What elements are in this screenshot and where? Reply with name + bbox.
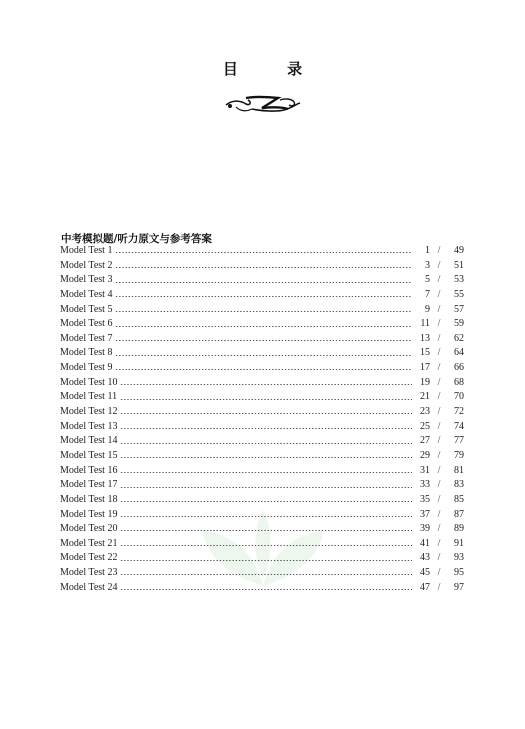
toc-row-pages [412,317,464,332]
toc-row[interactable] [60,244,464,259]
dot-leader [120,399,412,400]
test-page-number: 31 [420,464,430,476]
answer-page-number: 83 [454,479,464,491]
test-page-number: 17 [420,362,430,374]
answer-page-number: 68 [454,376,464,388]
answer-page-number: 97 [454,581,464,593]
toc-row-pages [412,405,464,420]
page-separator: / [437,288,441,300]
test-page-number: 45 [420,567,430,579]
answer-page-number: 64 [454,347,464,359]
toc-row-label: Model Test 24 [60,581,118,593]
page-separator: / [437,567,441,579]
toc-row-pages [412,478,464,493]
test-page-number: 21 [420,391,430,403]
page-separator: / [437,303,441,315]
test-page-number: 11 [420,318,430,330]
dot-leader [115,369,412,370]
dot-leader [120,472,412,473]
answer-page-number: 81 [454,464,464,476]
toc-row-pages [412,288,464,303]
page-separator: / [437,274,441,286]
page-separator: / [437,552,441,564]
dot-leader [120,589,412,590]
toc-row[interactable] [60,361,464,376]
test-page-number: 5 [425,274,430,286]
toc-row-pages [412,361,464,376]
answer-page-number: 85 [454,493,464,505]
answer-page-number: 70 [454,391,464,403]
toc-row[interactable] [60,493,464,508]
dot-leader [115,296,412,297]
dot-leader [120,516,412,517]
toc-row-pages [412,273,464,288]
toc-row[interactable] [60,332,464,347]
toc-row-label: Model Test 17 [60,479,118,491]
toc-row-label: Model Test 1 [60,245,113,256]
test-page-number: 47 [420,581,430,593]
toc-row[interactable] [60,420,464,435]
dot-leader [115,282,412,283]
answer-page-number: 89 [454,523,464,535]
answer-page-number: 51 [454,259,464,271]
toc-row[interactable] [60,508,464,523]
toc-row-label: Model Test 12 [60,406,118,418]
toc-row-label: Model Test 5 [60,303,113,315]
toc-row-pages [412,259,464,274]
test-page-number: 19 [420,376,430,388]
page-separator: / [437,581,441,593]
toc-row[interactable] [60,390,464,405]
toc-row[interactable] [60,259,464,274]
toc-row-pages [412,537,464,552]
ornament-divider-icon [222,92,304,116]
toc-row-label: Model Test 2 [60,259,113,271]
toc-row-label: Model Test 21 [60,537,118,549]
test-page-number: 25 [420,420,430,432]
dot-leader [120,413,412,414]
dot-leader [120,545,412,546]
toc-row-pages [412,508,464,523]
toc-row[interactable] [60,566,464,581]
answer-page-number: 59 [454,318,464,330]
toc-row-label: Model Test 13 [60,420,118,432]
test-page-number: 23 [420,406,430,418]
answer-page-number: 62 [454,332,464,344]
page-separator: / [437,420,441,432]
page-separator: / [437,406,441,418]
toc-row[interactable] [60,346,464,361]
toc-row[interactable] [60,522,464,537]
test-page-number: 1 [425,245,430,256]
toc-row-label: Model Test 4 [60,288,113,300]
dot-leader [115,355,412,356]
toc-row-pages [412,332,464,347]
toc-row-pages [412,420,464,435]
toc-row-label: Model Test 16 [60,464,118,476]
test-page-number: 43 [420,552,430,564]
toc-row-pages [412,346,464,361]
dot-leader [115,252,412,253]
toc-row-pages [412,493,464,508]
dot-leader [120,384,412,385]
page-separator: / [437,318,441,330]
toc-row-pages [412,551,464,566]
dot-leader [120,487,412,488]
toc-row[interactable] [60,581,464,596]
toc-row[interactable] [60,434,464,449]
dot-leader [120,530,412,531]
toc-row-label: Model Test 7 [60,332,113,344]
answer-page-number: 57 [454,303,464,315]
dot-leader [120,457,412,458]
answer-page-number: 53 [454,274,464,286]
page-separator: / [437,376,441,388]
toc-row-pages [412,464,464,479]
toc-row-label: Model Test 22 [60,552,118,564]
section-heading: 中考模拟题/听力原文与参考答案 [61,233,212,245]
answer-page-number: 87 [454,508,464,520]
toc-row-label: Model Test 3 [60,274,113,286]
test-page-number: 7 [425,288,430,300]
answer-page-number: 93 [454,552,464,564]
toc-row-pages [412,434,464,449]
toc-row-label: Model Test 6 [60,318,113,330]
test-page-number: 41 [420,537,430,549]
toc-row[interactable] [60,464,464,479]
page-separator: / [437,362,441,374]
answer-page-number: 55 [454,288,464,300]
dot-leader [115,326,412,327]
toc-row-label: Model Test 23 [60,567,118,579]
toc-row[interactable] [60,273,464,288]
page-separator: / [437,391,441,403]
toc-row[interactable] [60,537,464,552]
page-separator: / [437,508,441,520]
dot-leader [120,428,412,429]
page-separator: / [437,449,441,461]
test-page-number: 37 [420,508,430,520]
dot-leader [115,311,412,312]
page-separator: / [437,493,441,505]
dot-leader [115,340,412,341]
toc-row[interactable] [60,376,464,391]
toc-row-pages [412,449,464,464]
page-separator: / [437,537,441,549]
toc-row-pages [412,581,464,596]
toc-row[interactable] [60,317,464,332]
answer-page-number: 72 [454,406,464,418]
toc-row-label: Model Test 20 [60,523,118,535]
toc-row-label: Model Test 8 [60,347,113,359]
test-page-number: 9 [425,303,430,315]
test-page-number: 13 [420,332,430,344]
toc-row-label: Model Test 18 [60,493,118,505]
toc-row[interactable] [60,551,464,566]
page-separator: / [437,259,441,271]
test-page-number: 3 [425,259,430,271]
test-page-number: 15 [420,347,430,359]
page-separator: / [437,332,441,344]
toc-row-label: Model Test 10 [60,376,118,388]
answer-page-number: 91 [454,537,464,549]
answer-page-number: 79 [454,449,464,461]
answer-page-number: 77 [454,435,464,447]
page-separator: / [437,464,441,476]
toc-row[interactable] [60,478,464,493]
toc-row-pages [412,376,464,391]
toc-row-label: Model Test 19 [60,508,118,520]
test-page-number: 39 [420,523,430,535]
page-separator: / [437,245,441,256]
page-title: 目 录 [222,60,325,78]
toc-row-pages [412,390,464,405]
test-page-number: 33 [420,479,430,491]
page-separator: / [437,523,441,535]
toc-row-label: Model Test 11 [60,391,118,403]
dot-leader [120,443,412,444]
test-page-number: 35 [420,493,430,505]
page-separator: / [437,479,441,491]
toc-row[interactable] [60,449,464,464]
toc-row[interactable] [60,288,464,303]
answer-page-number: 66 [454,362,464,374]
dot-leader [120,560,412,561]
test-page-number: 27 [420,435,430,447]
dot-leader [120,574,412,575]
toc-row-label: Model Test 14 [60,435,118,447]
toc-row-label: Model Test 15 [60,449,118,461]
answer-page-number: 74 [454,420,464,432]
toc-row-label: Model Test 9 [60,362,113,374]
toc-row[interactable] [60,303,464,318]
toc-row-pages [412,303,464,318]
toc-row-pages [412,522,464,537]
page-separator: / [437,347,441,359]
dot-leader [115,267,412,268]
test-page-number: 29 [420,449,430,461]
page-separator: / [437,435,441,447]
toc-row-pages [412,244,464,259]
toc-row-pages [412,566,464,581]
answer-page-number: 49 [454,245,464,256]
dot-leader [120,501,412,502]
toc-row[interactable] [60,405,464,420]
toc-list [60,244,464,595]
answer-page-number: 95 [454,567,464,579]
